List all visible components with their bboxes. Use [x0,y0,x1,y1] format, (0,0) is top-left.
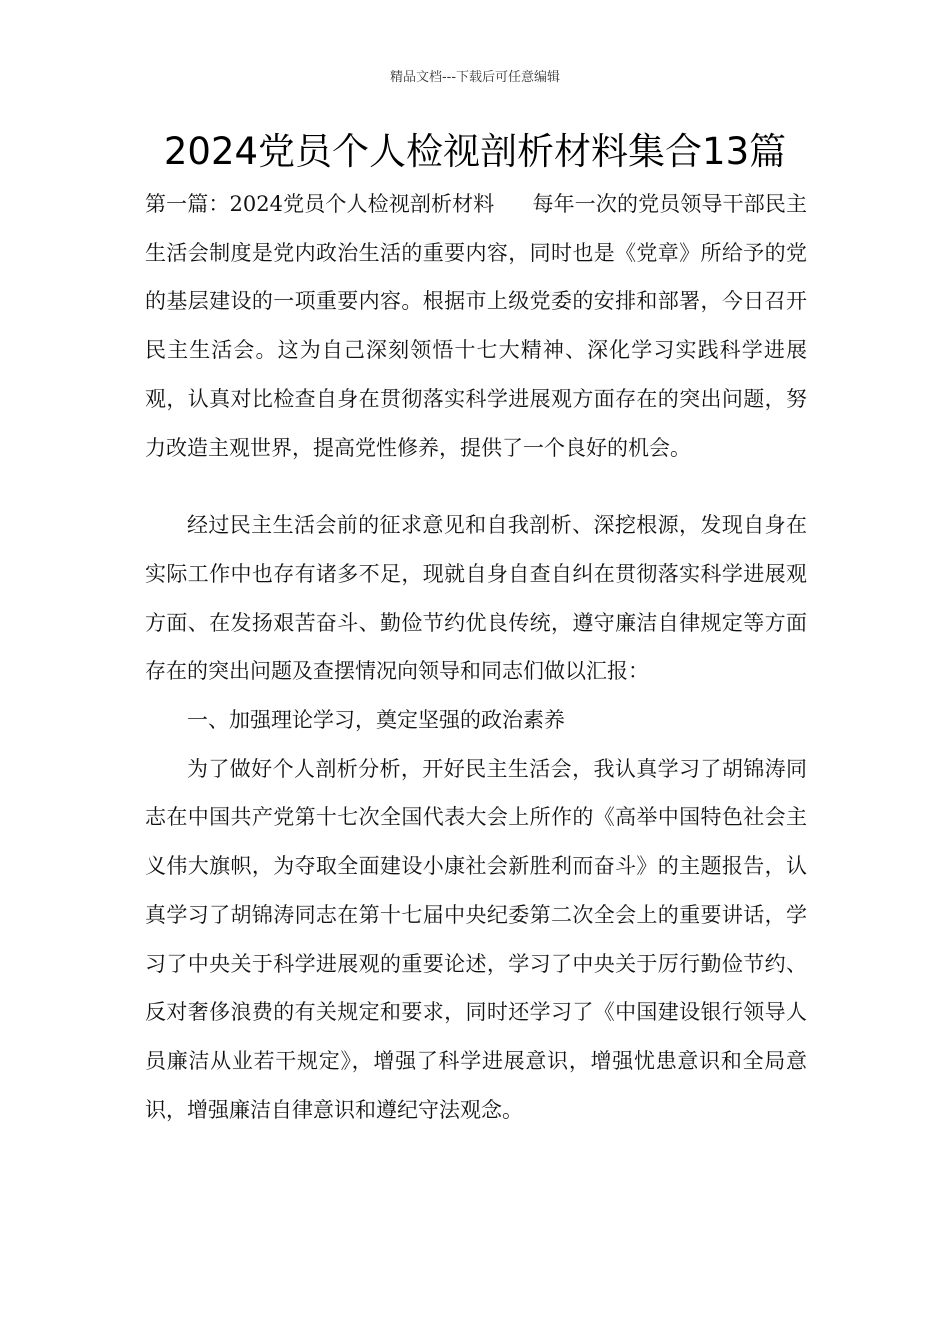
header-note: 精品文档---下载后可任意编辑 [389,70,561,85]
section-heading: 第一篇：2024党员个人检视剖析材料 [145,192,495,216]
paragraph-2: 经过民主生活会前的征求意见和自我剖析、深挖根源，发现自身在实际工作中也存有诸多不足，现就自身自查自纠在贯彻落实科学进展观方面、在发扬艰苦奋斗、勤俭节约优良传统，遵守廉洁自律规定等方面存在的突出问题及查摆情况向领导和同志们做以汇报： [145,513,807,684]
paragraph-1-body: 每年一次的党员领导干部民主生活会制度是党内政治生活的重要内容，同时也是《党章》所给予的党的基层建设的一项重要内容。根据市上级党委的安排和部署，今日召开民主生活会。这为自己深刻领悟十七大精神、深化学习实践科学进展观，认真对比检查自身在贯彻落实科学进展观方面存在的突出问题，努力改造主观世界，提高党性修养，提供了一个良好的机会。 [145,192,807,460]
paragraph-1 [145,180,807,472]
paragraph-4: 为了做好个人剖析分析，开好民主生活会，我认真学习了胡锦涛同志在中国共产党第十七次全国代表大会上所作的《高举中国特色社会主义伟大旗帜，为夺取全面建设小康社会新胜利而奋斗》的主题报告，认真学习了胡锦涛同志在第十七届中央纪委第二次全会上的重要讲话，学习了中央关于科学进展观的重要论述，学习了中央关于厉行勤俭节约、反对奢侈浪费的有关规定和要求，同时还学习了《中国建设银行领导人员廉洁从业若干规定》，增强了科学进展意识，增强忧患意识和全局意识，增强廉洁自律意识和遵纪守法观念。 [145,756,807,1122]
document-body [145,180,807,1134]
document-title: 2024党员个人检视剖析材料集合13篇 [163,130,787,173]
paragraph-3: 一、加强理论学习，奠定坚强的政治素养 [187,708,565,733]
